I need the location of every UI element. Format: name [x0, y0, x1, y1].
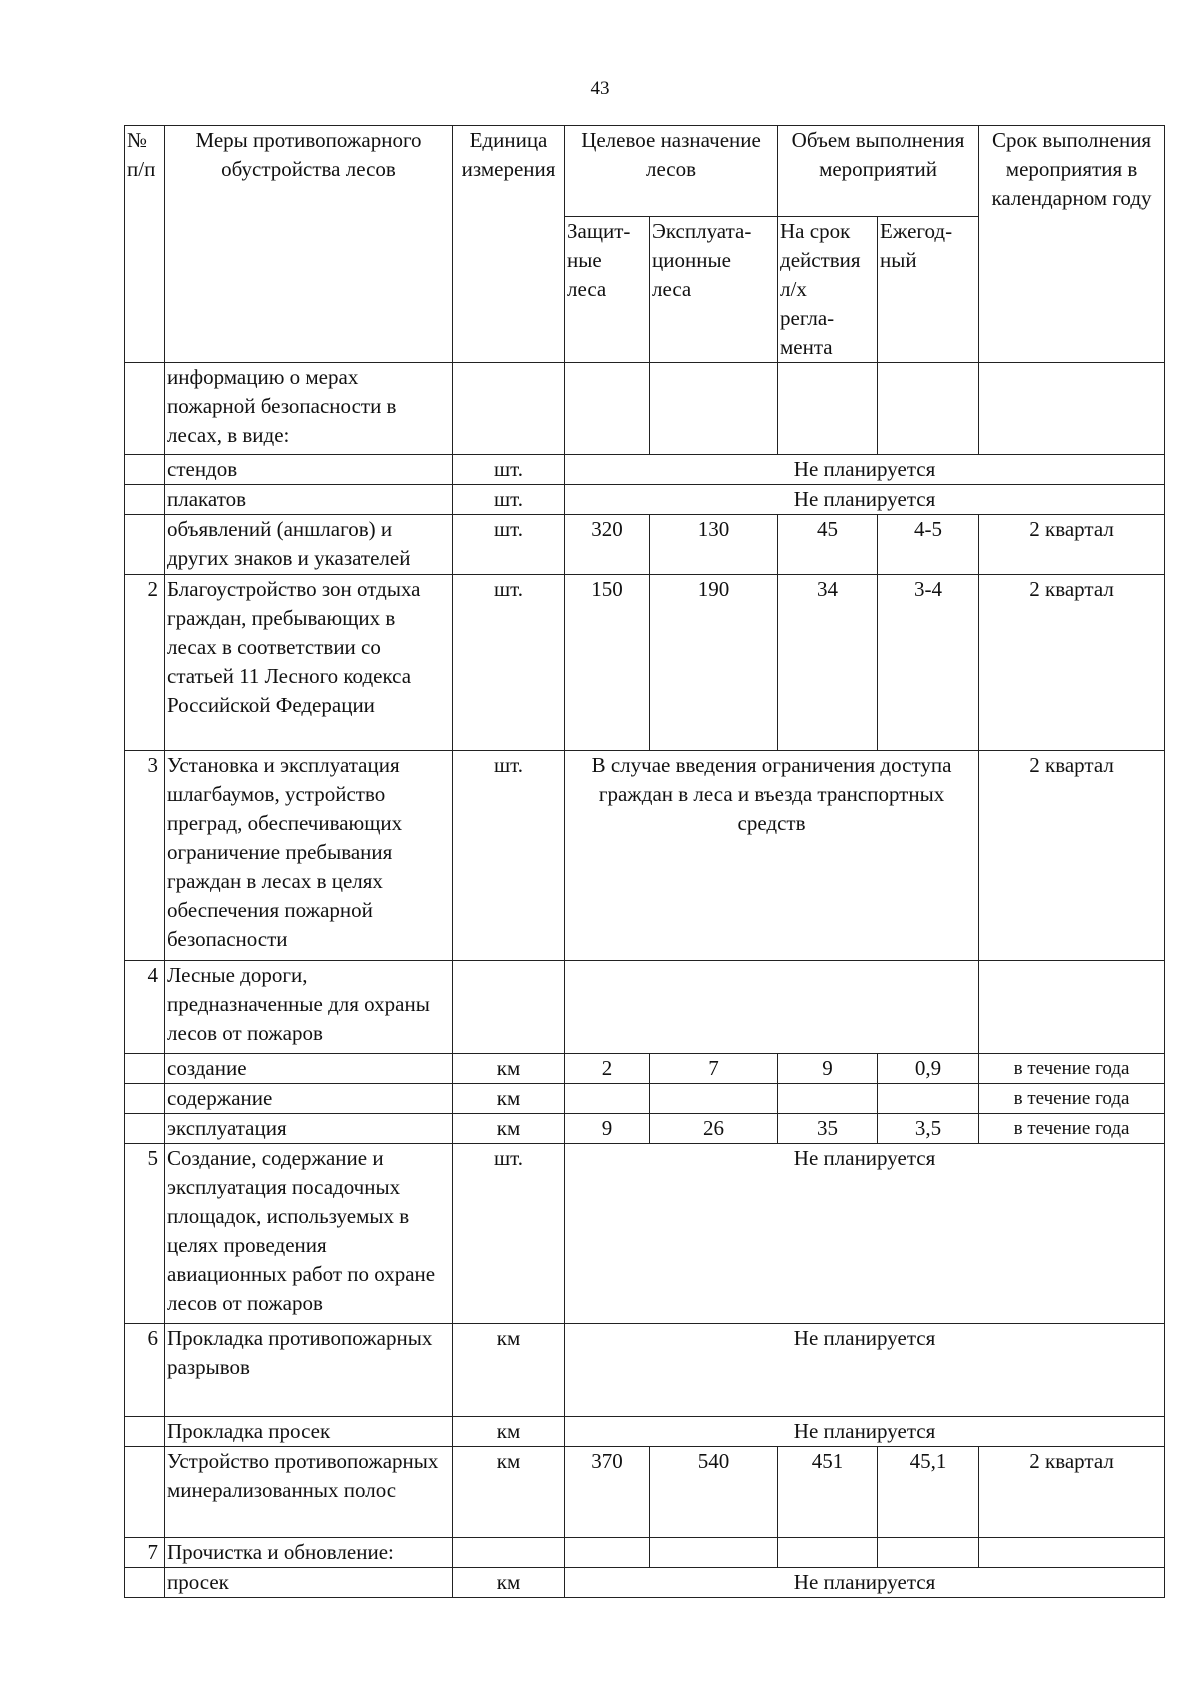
unit-cell: шт. — [453, 751, 565, 961]
unit-cell: км — [453, 1568, 565, 1598]
volume-annual-cell — [878, 1084, 979, 1114]
table-row — [125, 1144, 1165, 1324]
table-row — [125, 363, 1165, 455]
deadline-cell: 2 квартал — [979, 1447, 1165, 1538]
table-row — [125, 485, 1165, 515]
unit-cell — [453, 961, 565, 1054]
unit-cell — [453, 1538, 565, 1568]
deadline-cell: в течение года — [979, 1054, 1165, 1084]
measure-cell: Прокладка просек — [165, 1417, 453, 1447]
header-annual: Ежегод- ный — [878, 217, 979, 363]
deadline-cell — [979, 961, 1165, 1054]
deadline-cell — [979, 1538, 1165, 1568]
table-row — [125, 751, 1165, 961]
table-row — [125, 1054, 1165, 1084]
table-row — [125, 1084, 1165, 1114]
volume-annual-cell: 3-4 — [878, 575, 979, 751]
protective-cell: 370 — [565, 1447, 650, 1538]
volume-annual-cell: 4-5 — [878, 515, 979, 575]
row-number: 2 — [125, 575, 165, 751]
merged-note-cell: Не планируется — [565, 1568, 1165, 1598]
row-number — [125, 363, 165, 455]
header-num: № п/п — [125, 126, 165, 363]
measure-cell: Благоустройство зон отдыха граждан, пребывающих в лесах в соответствии со статьей 11 Лесного кодекса Российской Федерации — [165, 575, 453, 751]
page-number: 43 — [590, 78, 610, 99]
row-number — [125, 1114, 165, 1144]
merged-note-cell: Не планируется — [565, 1144, 1165, 1324]
merged-note-cell: Не планируется — [565, 485, 1165, 515]
measure-cell: просек — [165, 1568, 453, 1598]
unit-cell: шт. — [453, 515, 565, 575]
volume-period-cell: 45 — [778, 515, 878, 575]
protective-cell: 320 — [565, 515, 650, 575]
row-number: 6 — [125, 1324, 165, 1417]
deadline-cell: 2 квартал — [979, 575, 1165, 751]
table-row — [125, 1114, 1165, 1144]
measure-cell: Установка и эксплуатация шлагбаумов, устройство преград, обеспечивающих ограничение пребывания граждан в лесах в целях обеспечения пожарной безопасности — [165, 751, 453, 961]
volume-annual-cell: 45,1 — [878, 1447, 979, 1538]
row-number: 5 — [125, 1144, 165, 1324]
unit-cell: км — [453, 1114, 565, 1144]
table-header-row — [125, 126, 1165, 217]
volume-period-cell — [778, 1084, 878, 1114]
protective-cell: 2 — [565, 1054, 650, 1084]
protective-cell — [565, 1538, 650, 1568]
protective-cell: 150 — [565, 575, 650, 751]
table-row — [125, 575, 1165, 751]
merged-note-cell: В случае введения ограничения доступа граждан в леса и въезда транспортных средств — [565, 751, 979, 961]
measure-cell: Создание, содержание и эксплуатация посадочных площадок, используемых в целях проведения авиационных работ по охране лесов от пожаров — [165, 1144, 453, 1324]
row-number — [125, 1054, 165, 1084]
header-measures: Меры противопожарного обустройства лесов — [165, 126, 453, 363]
volume-annual-cell: 3,5 — [878, 1114, 979, 1144]
volume-annual-cell: 0,9 — [878, 1054, 979, 1084]
table-row — [125, 1447, 1165, 1538]
measure-cell: стендов — [165, 455, 453, 485]
deadline-cell: в течение года — [979, 1114, 1165, 1144]
volume-annual-cell — [878, 363, 979, 455]
row-number: 7 — [125, 1538, 165, 1568]
unit-cell: км — [453, 1417, 565, 1447]
header-purpose: Целевое назначение лесов — [565, 126, 778, 217]
volume-period-cell: 34 — [778, 575, 878, 751]
protective-cell — [565, 1084, 650, 1114]
merged-note-cell — [565, 961, 979, 1054]
deadline-cell: в течение года — [979, 1084, 1165, 1114]
exploitation-cell: 26 — [650, 1114, 778, 1144]
measure-cell: эксплуатация — [165, 1114, 453, 1144]
protective-cell: 9 — [565, 1114, 650, 1144]
unit-cell: км — [453, 1084, 565, 1114]
header-unit: Единица измерения — [453, 126, 565, 363]
deadline-cell — [979, 363, 1165, 455]
merged-note-cell: Не планируется — [565, 455, 1165, 485]
unit-cell: шт. — [453, 1144, 565, 1324]
unit-cell — [453, 363, 565, 455]
row-number: 4 — [125, 961, 165, 1054]
volume-period-cell: 9 — [778, 1054, 878, 1084]
header-deadline: Срок выполнения мероприятия в календарном году — [979, 126, 1165, 363]
exploitation-cell — [650, 1084, 778, 1114]
row-number — [125, 1084, 165, 1114]
measure-cell: Устройство противопожарных минерализованных полос — [165, 1447, 453, 1538]
exploitation-cell: 7 — [650, 1054, 778, 1084]
unit-cell: шт. — [453, 485, 565, 515]
row-number: 3 — [125, 751, 165, 961]
measure-cell: Лесные дороги, предназначенные для охраны лесов от пожаров — [165, 961, 453, 1054]
protective-cell — [565, 363, 650, 455]
volume-period-cell — [778, 1538, 878, 1568]
row-number — [125, 1417, 165, 1447]
measure-cell: объявлений (аншлагов) и других знаков и указателей — [165, 515, 453, 575]
table-row — [125, 1417, 1165, 1447]
volume-annual-cell — [878, 1538, 979, 1568]
measure-cell: Прокладка противопожарных разрывов — [165, 1324, 453, 1417]
row-number — [125, 515, 165, 575]
measure-cell: создание — [165, 1054, 453, 1084]
volume-period-cell: 451 — [778, 1447, 878, 1538]
exploitation-cell — [650, 363, 778, 455]
header-regulation-period: На срок действия л/х регла- мента — [778, 217, 878, 363]
fire-measures-table — [124, 125, 1165, 1598]
table-row — [125, 455, 1165, 485]
row-number — [125, 485, 165, 515]
table-row — [125, 515, 1165, 575]
merged-note-cell: Не планируется — [565, 1324, 1165, 1417]
unit-cell: км — [453, 1054, 565, 1084]
table-row — [125, 961, 1165, 1054]
exploitation-cell: 190 — [650, 575, 778, 751]
row-number — [125, 1568, 165, 1598]
table-row — [125, 1538, 1165, 1568]
header-protective: Защит- ные леса — [565, 217, 650, 363]
table-row — [125, 1324, 1165, 1417]
table-row — [125, 1568, 1165, 1598]
exploitation-cell — [650, 1538, 778, 1568]
header-exploitation: Эксплуата- ционные леса — [650, 217, 778, 363]
measure-cell: информацию о мерах пожарной безопасности в лесах, в виде: — [165, 363, 453, 455]
row-number — [125, 455, 165, 485]
exploitation-cell: 130 — [650, 515, 778, 575]
unit-cell: км — [453, 1324, 565, 1417]
volume-period-cell — [778, 363, 878, 455]
deadline-cell: 2 квартал — [979, 515, 1165, 575]
merged-note-cell: Не планируется — [565, 1417, 1165, 1447]
header-volume: Объем выполнения мероприятий — [778, 126, 979, 217]
exploitation-cell: 540 — [650, 1447, 778, 1538]
measure-cell: содержание — [165, 1084, 453, 1114]
row-number — [125, 1447, 165, 1538]
unit-cell: шт. — [453, 575, 565, 751]
unit-cell: шт. — [453, 455, 565, 485]
deadline-cell: 2 квартал — [979, 751, 1165, 961]
measure-cell: Прочистка и обновление: — [165, 1538, 453, 1568]
measure-cell: плакатов — [165, 485, 453, 515]
volume-period-cell: 35 — [778, 1114, 878, 1144]
unit-cell: км — [453, 1447, 565, 1538]
